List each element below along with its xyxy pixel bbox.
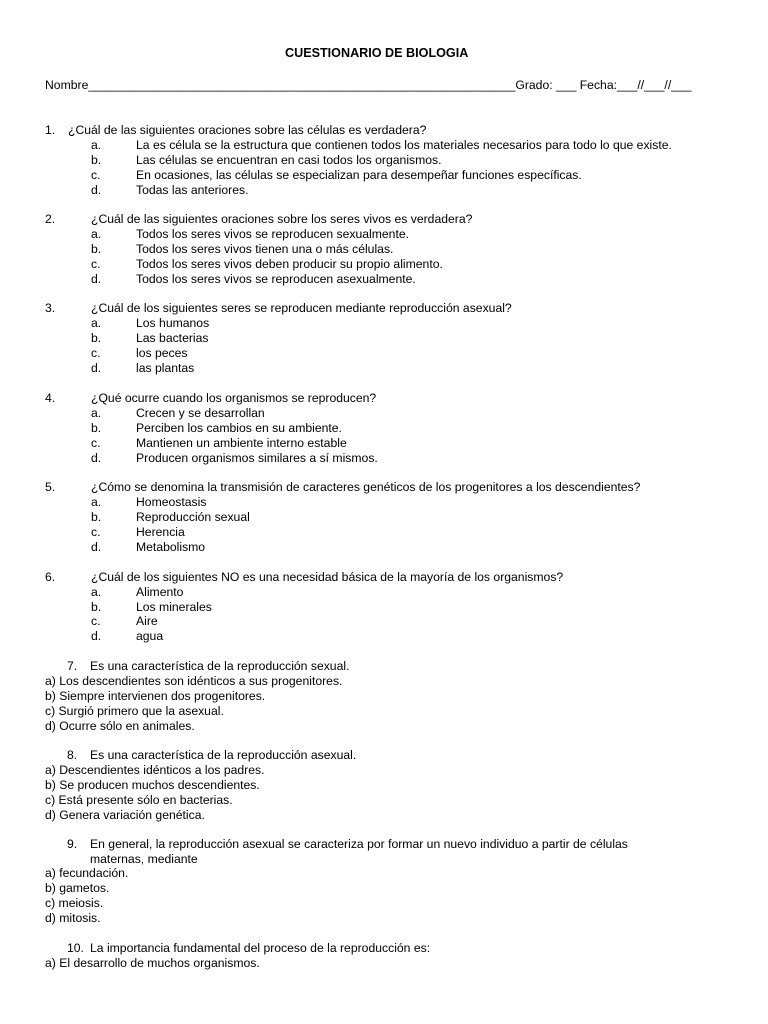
option-text: Producen organismos similares a sí mismos. (136, 451, 378, 465)
option-letter: c. (91, 436, 101, 450)
option-letter: a. (91, 227, 102, 241)
option-text: b) Se producen muchos descendientes. (45, 778, 260, 792)
option-text: En ocasiones, las células se especializan para desempeñar funciones específicas. (136, 168, 582, 182)
question-number: 5. (45, 480, 56, 494)
option-text: b) Siempre intervienen dos progenitores. (45, 689, 266, 703)
option-letter: a. (91, 316, 102, 330)
option-text: a) El desarrollo de muchos organismos. (45, 956, 260, 970)
option-text: a) Descendientes idénticos a los padres. (45, 763, 265, 777)
option-text: Homeostasis (136, 495, 207, 509)
question-text-continuation: maternas, mediante (90, 852, 198, 866)
option-text: Perciben los cambios en su ambiente. (136, 421, 342, 435)
page-title: CUESTIONARIO DE BIOLOGIA (285, 46, 469, 60)
option-text: Alimento (136, 585, 184, 599)
option-letter: c. (91, 257, 101, 271)
option-letter: d. (91, 451, 102, 465)
option-letter: a. (91, 138, 102, 152)
option-text: b) gametos. (45, 881, 110, 895)
question-text: ¿Cuál de los siguientes seres se reproducen mediante reproducción asexual? (91, 301, 512, 315)
option-letter: b. (91, 600, 102, 614)
option-text: c) Surgió primero que la asexual. (45, 704, 224, 718)
option-text: Metabolismo (136, 540, 206, 554)
question-number: 1. (45, 123, 56, 137)
question-text: La importancia fundamental del proceso de la reproducción es: (90, 941, 431, 955)
question-text: ¿Cuál de las siguientes oraciones sobre las células es verdadera? (68, 123, 427, 137)
option-text: d) mitosis. (45, 911, 101, 925)
option-letter: b. (91, 421, 102, 435)
option-text: Las bacterias (136, 331, 209, 345)
option-text: Todos los seres vivos se reproducen asexualmente. (136, 272, 416, 286)
option-text: La es célula se la estructura que contienen todos los materiales necesarios para todo lo que existe. (136, 138, 672, 152)
option-letter: c. (91, 168, 101, 182)
option-text: Reproducción sexual (136, 510, 250, 524)
option-text: agua (136, 629, 164, 643)
option-text: Herencia (136, 525, 185, 539)
option-text: c) Está presente sólo en bacterias. (45, 793, 233, 807)
option-letter: d. (91, 272, 102, 286)
option-letter: b. (91, 510, 102, 524)
question-number: 7. (67, 659, 78, 673)
question-text: ¿Cómo se denomina la transmisión de caracteres genéticos de los progenitores a los descendientes? (91, 480, 641, 494)
option-text: Todos los seres vivos tienen una o más células. (136, 242, 394, 256)
option-text: d) Genera variación genética. (45, 808, 205, 822)
question-text: ¿Cuál de los siguientes NO es una necesidad básica de la mayoría de los organismos? (91, 570, 564, 584)
option-letter: d. (91, 629, 102, 643)
option-text: Mantienen un ambiente interno estable (136, 436, 347, 450)
option-letter: c. (91, 346, 101, 360)
option-letter: d. (91, 540, 102, 554)
option-letter: b. (91, 153, 102, 167)
option-text: c) meiosis. (45, 896, 104, 910)
option-text: Todos los seres vivos deben producir su propio alimento. (136, 257, 443, 271)
option-letter: d. (91, 361, 102, 375)
option-text: Todos los seres vivos se reproducen sexualmente. (136, 227, 410, 241)
option-letter: d. (91, 183, 102, 197)
option-text: los peces (136, 346, 188, 360)
option-text: Crecen y se desarrollan (136, 406, 265, 420)
question-number: 9. (67, 837, 78, 851)
option-letter: c. (91, 525, 101, 539)
question-text: Es una característica de la reproducción asexual. (90, 748, 357, 762)
option-letter: a. (91, 585, 102, 599)
option-letter: b. (91, 242, 102, 256)
option-text: Los humanos (136, 316, 210, 330)
question-number: 10. (67, 941, 84, 955)
question-text: ¿Cuál de las siguientes oraciones sobre los seres vivos es verdadera? (91, 212, 473, 226)
question-number: 6. (45, 570, 56, 584)
question-text: Es una característica de la reproducción sexual. (90, 659, 350, 673)
question-text: En general, la reproducción asexual se caracteriza por formar un nuevo individuo a partir de células (90, 837, 628, 851)
option-text: Los minerales (136, 600, 212, 614)
question-number: 4. (45, 391, 56, 405)
question-number: 8. (67, 748, 78, 762)
option-text: las plantas (136, 361, 195, 375)
option-text: Todas las anteriores. (136, 183, 249, 197)
option-text: d) Ocurre sólo en animales. (45, 719, 195, 733)
question-number: 2. (45, 212, 56, 226)
option-text: Aire (136, 614, 158, 628)
question-text: ¿Qué ocurre cuando los organismos se reproducen? (91, 391, 377, 405)
option-text: Las células se encuentran en casi todos los organismos. (136, 153, 442, 167)
option-text: a) Los descendientes son idénticos a sus progenitores. (45, 674, 343, 688)
question-number: 3. (45, 301, 56, 315)
option-text: a) fecundación. (45, 866, 129, 880)
option-letter: a. (91, 406, 102, 420)
name-grade-date-line: Nombre_______________________________________________________________Grado: ___ Fecha:___//___//___ (45, 78, 692, 92)
option-letter: b. (91, 331, 102, 345)
option-letter: c. (91, 614, 101, 628)
option-letter: a. (91, 495, 102, 509)
